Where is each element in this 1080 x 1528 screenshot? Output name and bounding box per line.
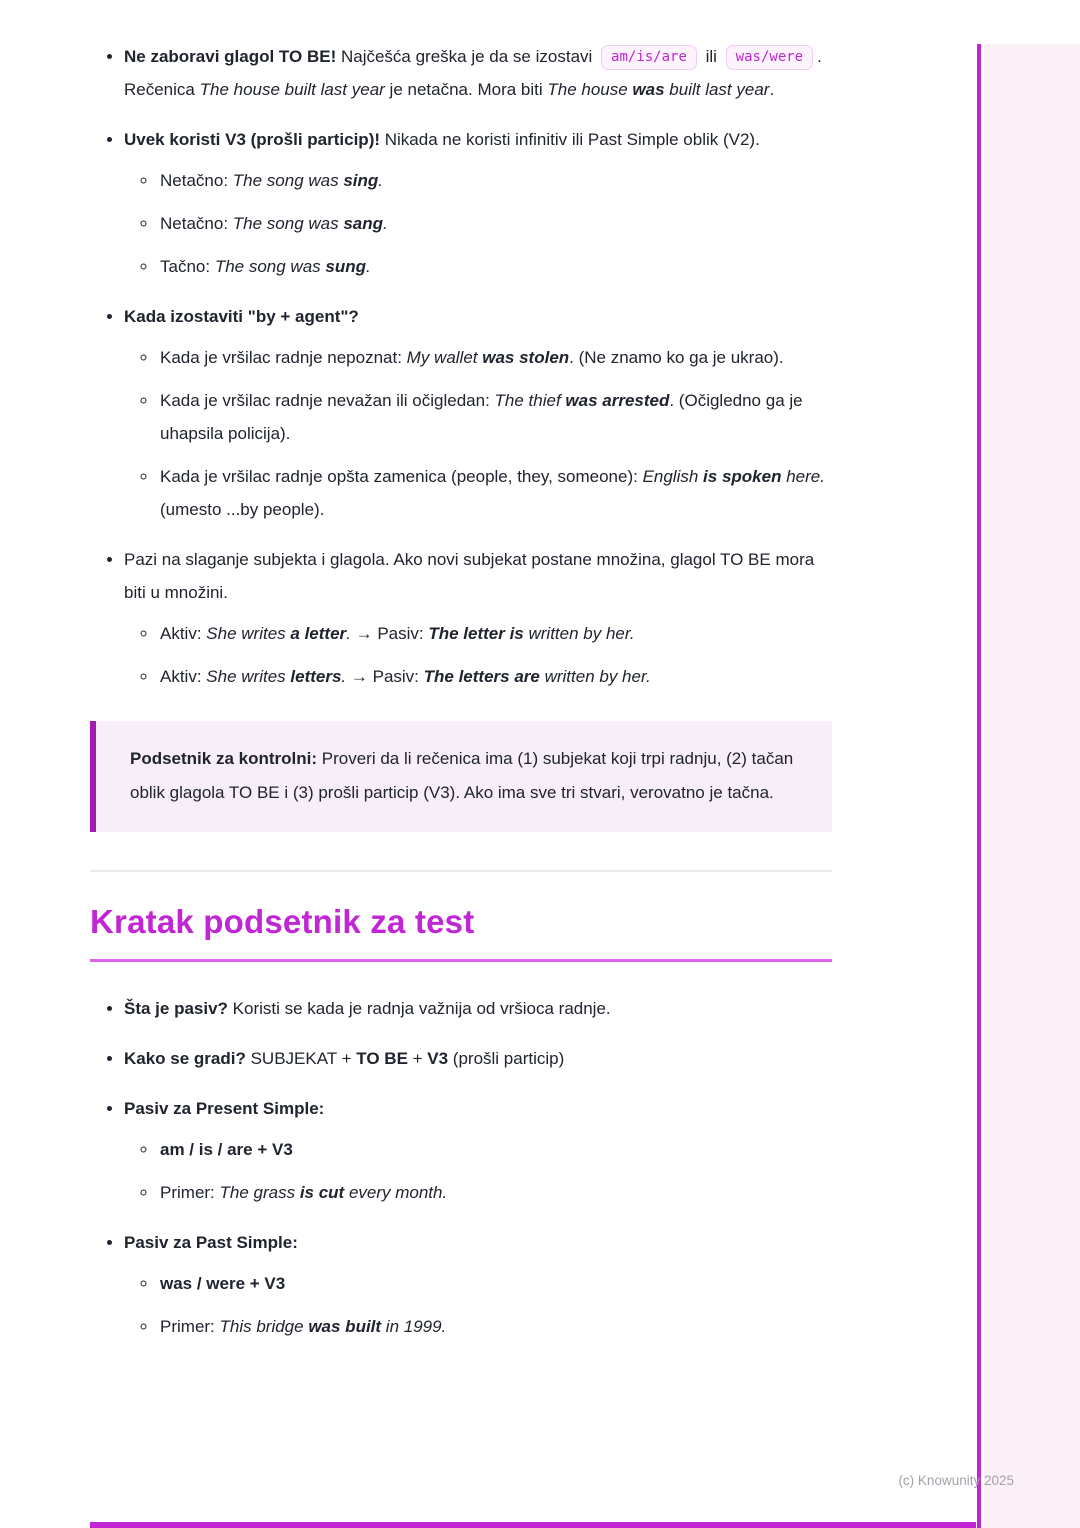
- text-segment: She writes: [206, 624, 291, 643]
- list-item: [158, 164, 832, 197]
- text-segment: .: [365, 257, 371, 276]
- text-segment: sang: [343, 214, 384, 233]
- text-segment: is spoken: [703, 467, 782, 486]
- text-segment: The letter is: [428, 624, 524, 643]
- text-segment: . Rečenica: [124, 47, 822, 99]
- text-segment: (umesto ...by people).: [160, 500, 325, 519]
- sub-bullet-list: [124, 1267, 832, 1343]
- text-segment: je netačna. Mora biti: [384, 80, 548, 99]
- text-segment: The grass: [219, 1183, 300, 1202]
- text-segment: Netačno:: [160, 214, 233, 233]
- text-segment: Koristi se kada je radnja važnija od vršioca radnje.: [227, 999, 611, 1018]
- text-segment: Kada je vršilac radnje opšta zamenica (people, they, someone):: [160, 467, 643, 486]
- text-segment: was: [632, 80, 665, 99]
- text-segment: .: [378, 171, 384, 190]
- text-segment: Pasiv za Present Simple:: [124, 1099, 325, 1118]
- text-segment: Pasiv za Past Simple:: [124, 1233, 298, 1252]
- text-segment: .: [346, 624, 351, 643]
- list-item: [124, 1092, 832, 1209]
- document-content: [90, 40, 832, 1360]
- text-segment: Uvek koristi V3 (prošli particip)!: [124, 130, 381, 149]
- text-segment: Ne zaboravi glagol TO BE!: [124, 47, 337, 66]
- text-segment: is cut: [299, 1183, 345, 1202]
- list-item: [124, 300, 832, 526]
- text-segment: .: [383, 214, 388, 233]
- text-segment: Tačno:: [160, 257, 215, 276]
- text-segment: built last year: [664, 80, 770, 99]
- text-segment: a letter: [290, 624, 347, 643]
- text-segment: The house built last year: [199, 80, 385, 99]
- text-segment: The song was: [214, 257, 326, 276]
- bullet-list: [90, 40, 832, 693]
- text-segment: → Pasiv:: [350, 624, 429, 643]
- sub-bullet-list: [124, 617, 832, 693]
- text-segment: .: [769, 80, 775, 99]
- text-segment: +: [407, 1049, 428, 1068]
- text-segment: was stolen: [482, 348, 570, 367]
- list-item: [124, 1042, 832, 1075]
- text-segment: Netačno:: [160, 171, 233, 190]
- text-segment: sung: [325, 257, 366, 276]
- inline-code-chip: was/were: [726, 45, 813, 70]
- text-segment: was built: [308, 1317, 382, 1336]
- list-item: [158, 207, 832, 240]
- text-segment: (prošli particip): [448, 1049, 565, 1068]
- reminder-callout: [90, 721, 832, 832]
- text-segment: → Pasiv:: [346, 667, 424, 686]
- text-segment: written by her.: [523, 624, 635, 643]
- text-segment: The song was: [232, 214, 344, 233]
- page-edge-panel: [984, 44, 1080, 1528]
- list-item: [158, 460, 832, 526]
- list-item: [158, 341, 832, 374]
- text-segment: am / is / are + V3: [160, 1140, 293, 1159]
- text-segment: This bridge: [219, 1317, 309, 1336]
- list-item: [158, 660, 832, 693]
- text-segment: Kada je vršilac radnje nepoznat:: [160, 348, 407, 367]
- text-segment: Primer:: [160, 1183, 220, 1202]
- text-segment: English: [642, 467, 704, 486]
- text-segment: sing: [343, 171, 379, 190]
- sub-bullet-list: [124, 164, 832, 283]
- text-segment: .: [341, 667, 347, 686]
- list-item: [124, 1226, 832, 1343]
- page-edge-accent-bar: [977, 44, 981, 1528]
- text-segment: Nikada ne koristi infinitiv ili Past Simple oblik (V2).: [380, 130, 760, 149]
- list-item: [158, 617, 832, 650]
- text-segment: Podsetnik za kontrolni:: [130, 749, 318, 768]
- text-segment: She writes: [206, 667, 291, 686]
- text-segment: here.: [781, 467, 825, 486]
- bullet-list: [90, 992, 832, 1343]
- text-segment: . (Očigledno ga je uhapsila policija).: [160, 391, 803, 443]
- list-item: [158, 1176, 832, 1209]
- list-item: [158, 384, 832, 450]
- text-segment: Kada izostaviti "by + agent"?: [124, 307, 359, 326]
- text-segment: SUBJEKAT +: [245, 1049, 357, 1068]
- list-item: [124, 123, 832, 283]
- text-segment: Aktiv:: [160, 667, 207, 686]
- text-segment: V3: [427, 1049, 449, 1068]
- list-item: [158, 1133, 832, 1166]
- text-segment: My wallet: [406, 348, 483, 367]
- text-segment: Šta je pasiv?: [124, 999, 228, 1018]
- text-segment: Kada je vršilac radnje nevažan ili očigledan:: [160, 391, 495, 410]
- text-segment: was / were + V3: [160, 1274, 286, 1293]
- text-segment: letters: [290, 667, 342, 686]
- inline-code-chip: am/is/are: [601, 45, 697, 70]
- text-segment: written by her.: [539, 667, 651, 686]
- text-segment: Pazi na slaganje subjekta i glagola. Ako novi subjekat postane množina, glagol TO BE mora biti u množini.: [124, 550, 815, 602]
- list-item: [124, 992, 832, 1025]
- section-heading: Kratak podsetnik za test: [90, 902, 832, 962]
- text-segment: The letters are: [423, 667, 540, 686]
- section-divider: [90, 870, 832, 872]
- text-segment: in 1999.: [381, 1317, 447, 1336]
- page-bottom-accent-bar: [90, 1522, 976, 1528]
- text-segment: Primer:: [160, 1317, 220, 1336]
- list-item: [124, 543, 832, 693]
- text-segment: Najčešća greška je da se izostavi: [336, 47, 598, 66]
- text-segment: Aktiv:: [160, 624, 207, 643]
- text-segment: . (Ne znamo ko ga je ukrao).: [569, 348, 784, 367]
- list-item: [124, 40, 832, 106]
- text-segment: TO BE: [356, 1049, 408, 1068]
- list-item: [158, 1310, 832, 1343]
- sub-bullet-list: [124, 341, 832, 526]
- text-segment: The thief: [494, 391, 566, 410]
- text-segment: ili: [700, 47, 722, 66]
- text-segment: The house: [547, 80, 633, 99]
- copyright-note: (c) Knowunity 2025: [898, 1473, 1014, 1488]
- text-segment: every month.: [344, 1183, 448, 1202]
- list-item: [158, 250, 832, 283]
- text-segment: was arrested: [565, 391, 670, 410]
- list-item: [158, 1267, 832, 1300]
- text-segment: Kako se gradi?: [124, 1049, 246, 1068]
- text-segment: Proveri da li rečenica ima (1) subjekat koji trpi radnju, (2) tačan oblik glagola TO BE i (3) prošli particip (V3). Ako ima sve tri stvari, verovatno je tačna.: [130, 749, 794, 802]
- sub-bullet-list: [124, 1133, 832, 1209]
- text-segment: The song was: [232, 171, 344, 190]
